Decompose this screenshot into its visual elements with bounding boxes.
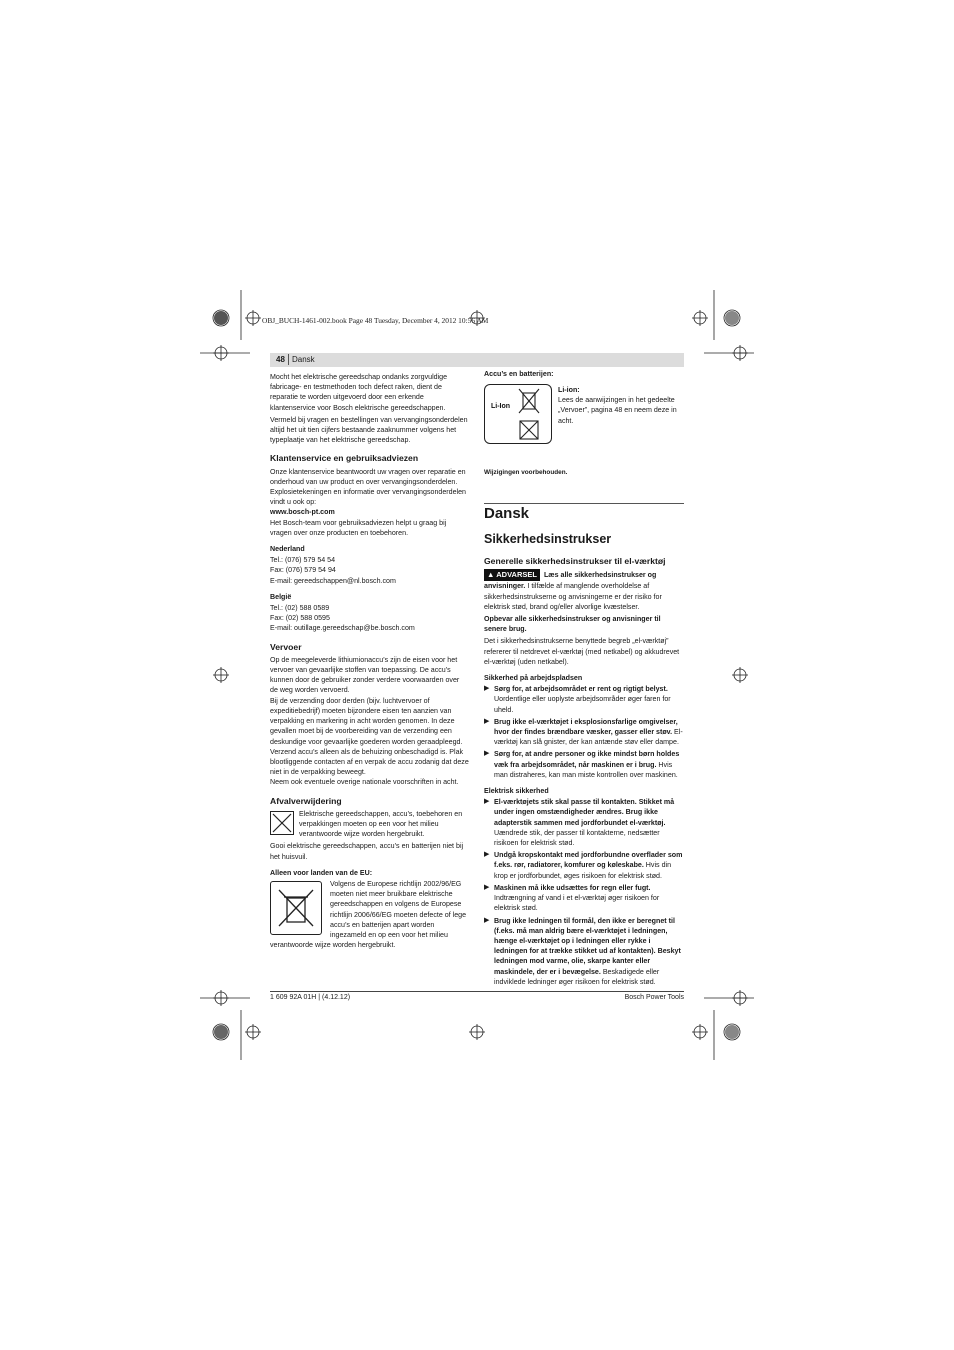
left-column [270,372,469,952]
li-ion-label: Li-ion: [558,386,580,394]
list-item [484,684,684,715]
bullet-arrow-icon: ▶ [484,685,490,693]
heading-arbejdsplads: Sikkerhed på arbejdspladsen [484,674,583,683]
list-item [484,850,684,881]
bullet-arrow-icon: ▶ [484,851,490,859]
heading-vervoer: Vervoer [270,641,302,652]
nl-tel: Tel.: (076) 579 54 54 [270,556,336,565]
eu-paragraph: Volgens de Europese richtlijn 2002/96/EG moeten niet meer bruikbare elektrische gereedschappen en volgens de Europese richtlijn 2006/66/EG moeten defecte of lege accu’s en batterijen apart worden ingezameld en op een voor het milieu verantwoorde wijze worden hergebruikt. [270,879,467,950]
right-column [484,556,684,989]
bullet-text: Beskadigede eller indviklede ledninger øger risikoen for elektrisk stød. [494,967,660,986]
crossed-bin-icon [270,881,322,935]
page-number: 48 [276,355,285,364]
li-ion-text: Lees de aanwijzingen in het gedeelte „Vervoer”, pagina 48 en neem deze in acht. [558,396,677,425]
bullet-arrow-icon: ▶ [484,916,490,924]
bullet-bold: Maskinen må ikke udsættes for regn eller fugt. [494,883,651,892]
footer-left: 1 609 92A 01H | (4.12.12) [270,994,351,1001]
warning-bold: Læs alle sikkerhedsinstrukser og anvisninger. [484,571,657,591]
bullet-arrow-icon: ▶ [484,883,490,891]
recycle-bin-icon [270,811,294,835]
bullet-arrow-icon: ▶ [484,717,490,725]
bullet-arrow-icon: ▶ [484,750,490,758]
repair-paragraph: Mocht het elektrische gereedschap ondanks zorgvuldige fabricage- en testmethoden toch defect raken, dient de reparatie te worden uitgevoerd door een erkende klantenservice voor Bosch elektrische gereedschappen. [270,373,448,412]
be-tel: Tel.: (02) 588 0589 [270,604,330,613]
afval-p2: Gooi elektrische gereedschappen, accu’s en batterijen niet bij het huisvuil. [270,842,464,861]
list-item [484,916,684,987]
warning-badge-text: ADVARSEL [496,570,537,580]
nl-mail: E-mail: gereedschappen@nl.bosch.com [270,576,396,585]
parts-paragraph: Vermeld bij vragen en bestellingen van vervangingsonderdelen altijd het uit tien cijfers bestaande zaaknummer volgens het typeplaatje van het elektrische gereedschap. [270,415,468,445]
bullet-text: El-værktøj kan slå gnister, der kan antænde støv eller dampe. [494,728,683,747]
bosch-url-link[interactable]: www.bosch-pt.com [270,508,335,517]
changes-reserved: Wijzigingen voorbehouden. [484,469,568,476]
list-item [484,717,684,748]
bullet-text: Uordentlige eller uoplyste arbejdsområder øger faren for uheld. [494,695,671,714]
bullet-arrow-icon: ▶ [484,798,490,806]
bullet-text: Indtrængning af vand i et el-værktøj øger risikoen for elektrisk stød. [494,894,660,913]
bullet-text: Hvis man distraheres, kan man miste kontrollen over maskinen. [494,760,678,779]
footer-right: Bosch Power Tools [624,994,684,1001]
list-item [484,883,684,914]
warning-badge [484,569,540,581]
title-dansk: Dansk [484,505,530,522]
heading-elektrisk: Elektrisk sikkerhed [484,787,549,796]
bullet-bold: Sørg for, at arbejdsområdet er rent og rigtigt belyst. [494,685,668,694]
be-title: België [270,592,292,601]
warning-text: I tilfælde af manglende overholdelse af sikkerhedsinstrukserne og anvisningerne er der risiko for elektrisk stød, brand og/eller alvorlige kvæstelser. [484,582,662,611]
eu-title: Alleen voor landen van de EU: [270,868,373,877]
list-item [484,749,684,780]
print-info-line: OBJ_BUCH-1461-002.book Page 48 Tuesday, December 4, 2012 10:56 AM [262,316,489,325]
title-sikkerhed: Sikkerhedsinstrukser [484,532,612,546]
service-paragraph: Onze klantenservice beantwoordt uw vragen over reparatie en onderhoud van uw product en over vervangingsonderdelen. Explosietekeningen en informatie over vervangingsonderdelen vindt u ook op: [270,467,466,507]
heading-generelle: Generelle sikkerhedsinstrukser til el-værktøj [484,556,666,566]
nl-fax: Fax: (076) 579 54 94 [270,566,336,575]
opbevar-paragraph: Opbevar alle sikkerhedsinstrukser og anvisninger til senere brug. [484,615,661,634]
vervoer-p4: Neem ook eventuele overige nationale voorschriften in acht. [270,778,459,787]
bullet-bold: Undgå kropskontakt med jordforbundne overflader som f.eks. rør, radiatorer, komfurer og køleskabe. [494,851,683,870]
team-paragraph: Het Bosch-team voor gebruiksadviezen helpt u graag bij vragen over onze producten en toebehoren. [270,518,447,537]
nl-title: Nederland [270,545,305,554]
afval-p1: Elektrische gereedschappen, accu’s, toebehoren en verpakkingen moeten op een voor het milieu verantwoorde wijze worden hergebruikt. [299,809,463,839]
vervoer-p1: Op de meegeleverde lithiumionaccu’s zijn de eisen voor het vervoer van gevaarlijke stoffen van toepassing. De accu’s kunnen door de gebruiker zonder verdere voorwaarden over de weg worden vervoerd. [270,655,460,695]
begreb-paragraph: Det i sikkerhedsinstrukserne benyttede begreb „el-værktøj” refererer til netdrevet el-værktøj (med netkabel) og akkudrevet el-værktøj (uden netkabel). [484,637,680,666]
vervoer-p3: Verzend accu’s alleen als de behuizing onbeschadigd is. Plak blootliggende contacten af en verpak de accu zodanig dat deze niet in de verpakking beweegt. [270,747,469,777]
be-mail: E-mail: outillage.gereedschap@be.bosch.com [270,624,415,633]
heading-afval: Afvalverwijdering [270,795,342,806]
bullet-bold: Sørg for, at andre personer og ikke mindst børn holdes væk fra arbejdsområdet, når maskinen er i brug. [494,750,680,769]
li-ion-icon-label: Li-Ion [491,403,511,410]
footer-rule [270,991,684,992]
header-language: Dansk [292,355,315,364]
accu-title: Accu’s en batterijen: [484,370,554,378]
li-ion-battery-icon [484,384,552,444]
bullet-bold: Brug ikke ledningen til formål, den ikke er beregnet til (f.eks. må man aldrig bære el-værktøjet i ledningen, hænge el-værktøjet op i ledningen eller rykke i ledningen for at trække stikket ud af kontakten). Beskyt ledningen mod varme, olie, skarpe kanter eller maskindele, der er i bevægelse. [494,916,681,976]
list-item [484,797,684,848]
li-ion-note [558,385,684,426]
header-separator [288,354,289,365]
bullet-bold: El-værktøjets stik skal passe til kontakten. Stikket må under ingen omstændigheder ændres. Brug ikke adapterstik sammen med jordforbundet el-værktøj. [494,798,675,827]
vervoer-p2: Bij de verzending door derden (bijv. luchtvervoer of expeditiebedrijf) moeten bijzondere eisen ten aanzien van verpakking en markering in acht worden genomen. In deze gevallen moet bij de voorbereiding van de verzending een deskundige voor gevaarlijke goederen worden geraadpleegd. [270,696,463,746]
section-rule [484,503,684,504]
warning-paragraph [484,569,684,612]
bullet-bold: Brug ikke el-værktøjet i eksplosionsfarlige omgivelser, hvor der findes brændbare væsker, gasser eller støv. [494,717,678,737]
bullet-text: Uændrede stik, der passer til kontakterne, nedsætter risikoen for elektrisk stød. [494,828,660,848]
heading-service: Klantenservice en gebruiksadviezen [270,453,419,464]
bullet-text: Hvis din krop er jordforbundet, øges risikoen for elektrisk stød. [494,861,672,880]
warning-triangle-icon: ▲ [487,570,495,580]
be-fax: Fax: (02) 588 0595 [270,614,330,623]
page-header-bar [270,353,684,367]
